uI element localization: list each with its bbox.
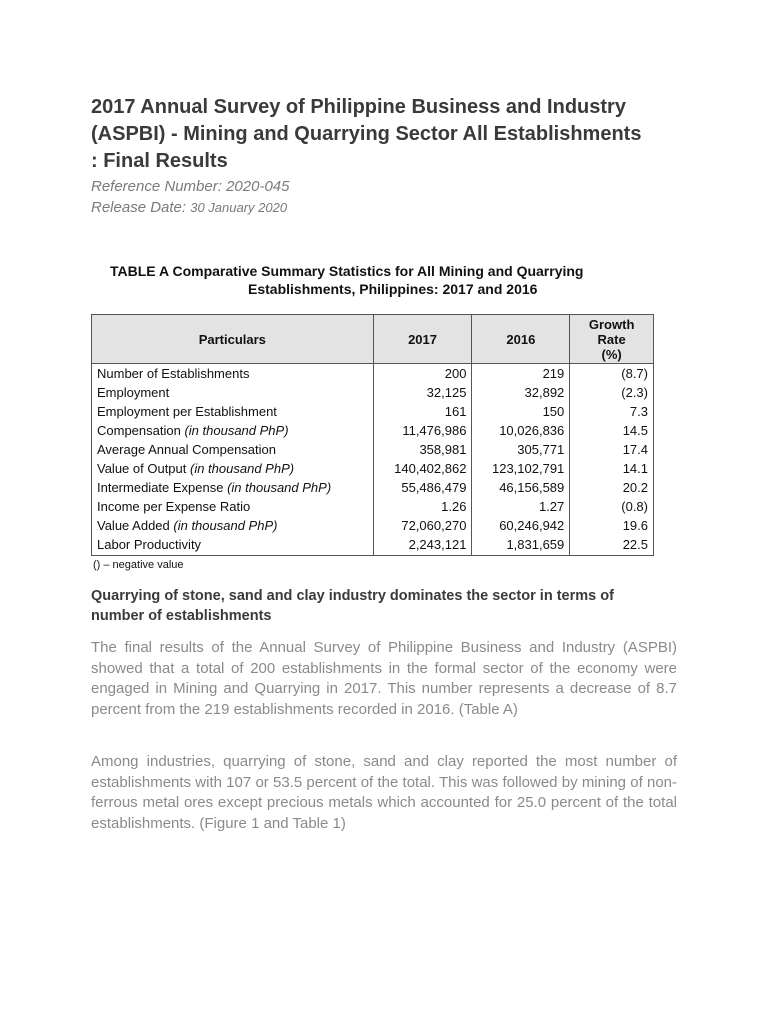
cell-growth-rate: 19.6 bbox=[570, 517, 654, 536]
cell-2017: 2,243,121 bbox=[373, 536, 472, 556]
cell-2017: 11,476,986 bbox=[373, 421, 472, 440]
cell-2016: 46,156,589 bbox=[472, 479, 570, 498]
cell-growth-rate: (8.7) bbox=[570, 364, 654, 384]
release-label: Release Date: bbox=[91, 199, 187, 216]
cell-growth-rate: 17.4 bbox=[570, 440, 654, 459]
summary-table bbox=[91, 314, 654, 556]
cell-2016: 150 bbox=[472, 402, 570, 421]
cell-2016: 305,771 bbox=[472, 440, 570, 459]
cell-2017: 358,981 bbox=[373, 440, 472, 459]
header-growth-line-2: Rate bbox=[597, 331, 626, 347]
table-header-row bbox=[92, 315, 654, 364]
cell-2016: 10,026,836 bbox=[472, 421, 570, 440]
row-label-unit: (in thousand PhP) bbox=[173, 518, 278, 534]
table-row bbox=[92, 402, 654, 421]
cell-2017: 32,125 bbox=[373, 383, 472, 402]
row-label bbox=[92, 402, 374, 421]
table-title-line-1: TABLE A Comparative Summary Statistics for All Mining and Quarrying bbox=[110, 263, 584, 279]
row-label-text: Income per Expense Ratio bbox=[97, 499, 251, 515]
table-row bbox=[92, 459, 654, 478]
table-title-line-2: Establishments, Philippines: 2017 and 2016 bbox=[248, 281, 538, 297]
table-note: () – negative value bbox=[93, 559, 184, 571]
cell-2016: 1,831,659 bbox=[472, 536, 570, 556]
cell-growth-rate: 14.1 bbox=[570, 459, 654, 478]
table-title bbox=[91, 262, 675, 298]
table-body bbox=[92, 364, 654, 556]
row-label-unit: (in thousand PhP) bbox=[184, 422, 289, 438]
row-label bbox=[92, 479, 374, 498]
cell-growth-rate: 20.2 bbox=[570, 479, 654, 498]
reference-label: Reference Number: bbox=[91, 178, 222, 195]
paragraph-2: Among industries, quarrying of stone, sand and clay reported the most number of establishments with 107 or 53.5 percent of the total. This was followed by mining of non-ferrous metal ores except precious metals which accounted for 25.0 percent of the total establishments. (Figure 1 and Table 1) bbox=[91, 753, 677, 832]
row-label-text: Employment bbox=[97, 384, 170, 400]
row-label bbox=[92, 364, 374, 384]
cell-growth-rate: (0.8) bbox=[570, 498, 654, 517]
cell-2016: 123,102,791 bbox=[472, 459, 570, 478]
table-row bbox=[92, 440, 654, 459]
row-label-unit: (in thousand PhP) bbox=[190, 461, 295, 477]
cell-2017: 161 bbox=[373, 402, 472, 421]
table-row bbox=[92, 383, 654, 402]
table-row bbox=[92, 364, 654, 384]
cell-2017: 1.26 bbox=[373, 498, 472, 517]
page-title: 2017 Annual Survey of Philippine Business and Industry (ASPBI) - Mining and Quarrying Sector All Establishments : Final Results bbox=[91, 96, 642, 172]
row-label-text: Average Annual Compensation bbox=[97, 441, 276, 457]
table-row bbox=[92, 421, 654, 440]
row-label-text: Number of Establishments bbox=[97, 365, 250, 381]
row-label bbox=[92, 536, 374, 556]
row-label-unit: (in thousand PhP) bbox=[227, 480, 332, 496]
cell-growth-rate: (2.3) bbox=[570, 383, 654, 402]
row-label-text: Value Added bbox=[97, 518, 174, 534]
cell-2017: 72,060,270 bbox=[373, 517, 472, 536]
row-label bbox=[92, 383, 374, 402]
row-label bbox=[92, 498, 374, 517]
cell-2016: 60,246,942 bbox=[472, 517, 570, 536]
row-label bbox=[92, 517, 374, 536]
header-growth-rate bbox=[570, 315, 654, 364]
section-heading: Quarrying of stone, sand and clay industry dominates the sector in terms of number of establishments bbox=[91, 588, 614, 624]
cell-2017: 140,402,862 bbox=[373, 459, 472, 478]
cell-growth-rate: 22.5 bbox=[570, 536, 654, 556]
row-label bbox=[92, 421, 374, 440]
header-particulars: Particulars bbox=[92, 315, 374, 364]
cell-2017: 55,486,479 bbox=[373, 479, 472, 498]
paragraph-1: The final results of the Annual Survey of Philippine Business and Industry (ASPBI) showed that a total of 200 establishments in the formal sector of the economy were engaged in Mining and Quarrying in 2017. This number represents a decrease of 8.7 percent from the 219 establishments recorded in 2016. (Table A) bbox=[91, 639, 677, 718]
cell-2016: 32,892 bbox=[472, 383, 570, 402]
row-label-text: Compensation bbox=[97, 422, 185, 438]
row-label-text: Intermediate Expense bbox=[97, 480, 228, 496]
table-row bbox=[92, 479, 654, 498]
release-date bbox=[91, 199, 491, 216]
table-row bbox=[92, 517, 654, 536]
table-row bbox=[92, 536, 654, 556]
header-growth-line-3: (%) bbox=[601, 346, 622, 362]
cell-growth-rate: 7.3 bbox=[570, 402, 654, 421]
table-row bbox=[92, 498, 654, 517]
header-2017: 2017 bbox=[373, 315, 472, 364]
reference-value: 2020-045 bbox=[226, 178, 290, 195]
row-label bbox=[92, 440, 374, 459]
release-value: 30 January 2020 bbox=[190, 200, 288, 215]
cell-2016: 219 bbox=[472, 364, 570, 384]
cell-2016: 1.27 bbox=[472, 498, 570, 517]
header-2016: 2016 bbox=[472, 315, 570, 364]
header-growth-line-1: Growth bbox=[588, 316, 635, 332]
row-label bbox=[92, 459, 374, 478]
cell-growth-rate: 14.5 bbox=[570, 421, 654, 440]
row-label-text: Value of Output bbox=[97, 461, 190, 477]
reference-number bbox=[91, 178, 491, 195]
cell-2017: 200 bbox=[373, 364, 472, 384]
row-label-text: Labor Productivity bbox=[97, 537, 202, 553]
row-label-text: Employment per Establishment bbox=[97, 403, 277, 419]
